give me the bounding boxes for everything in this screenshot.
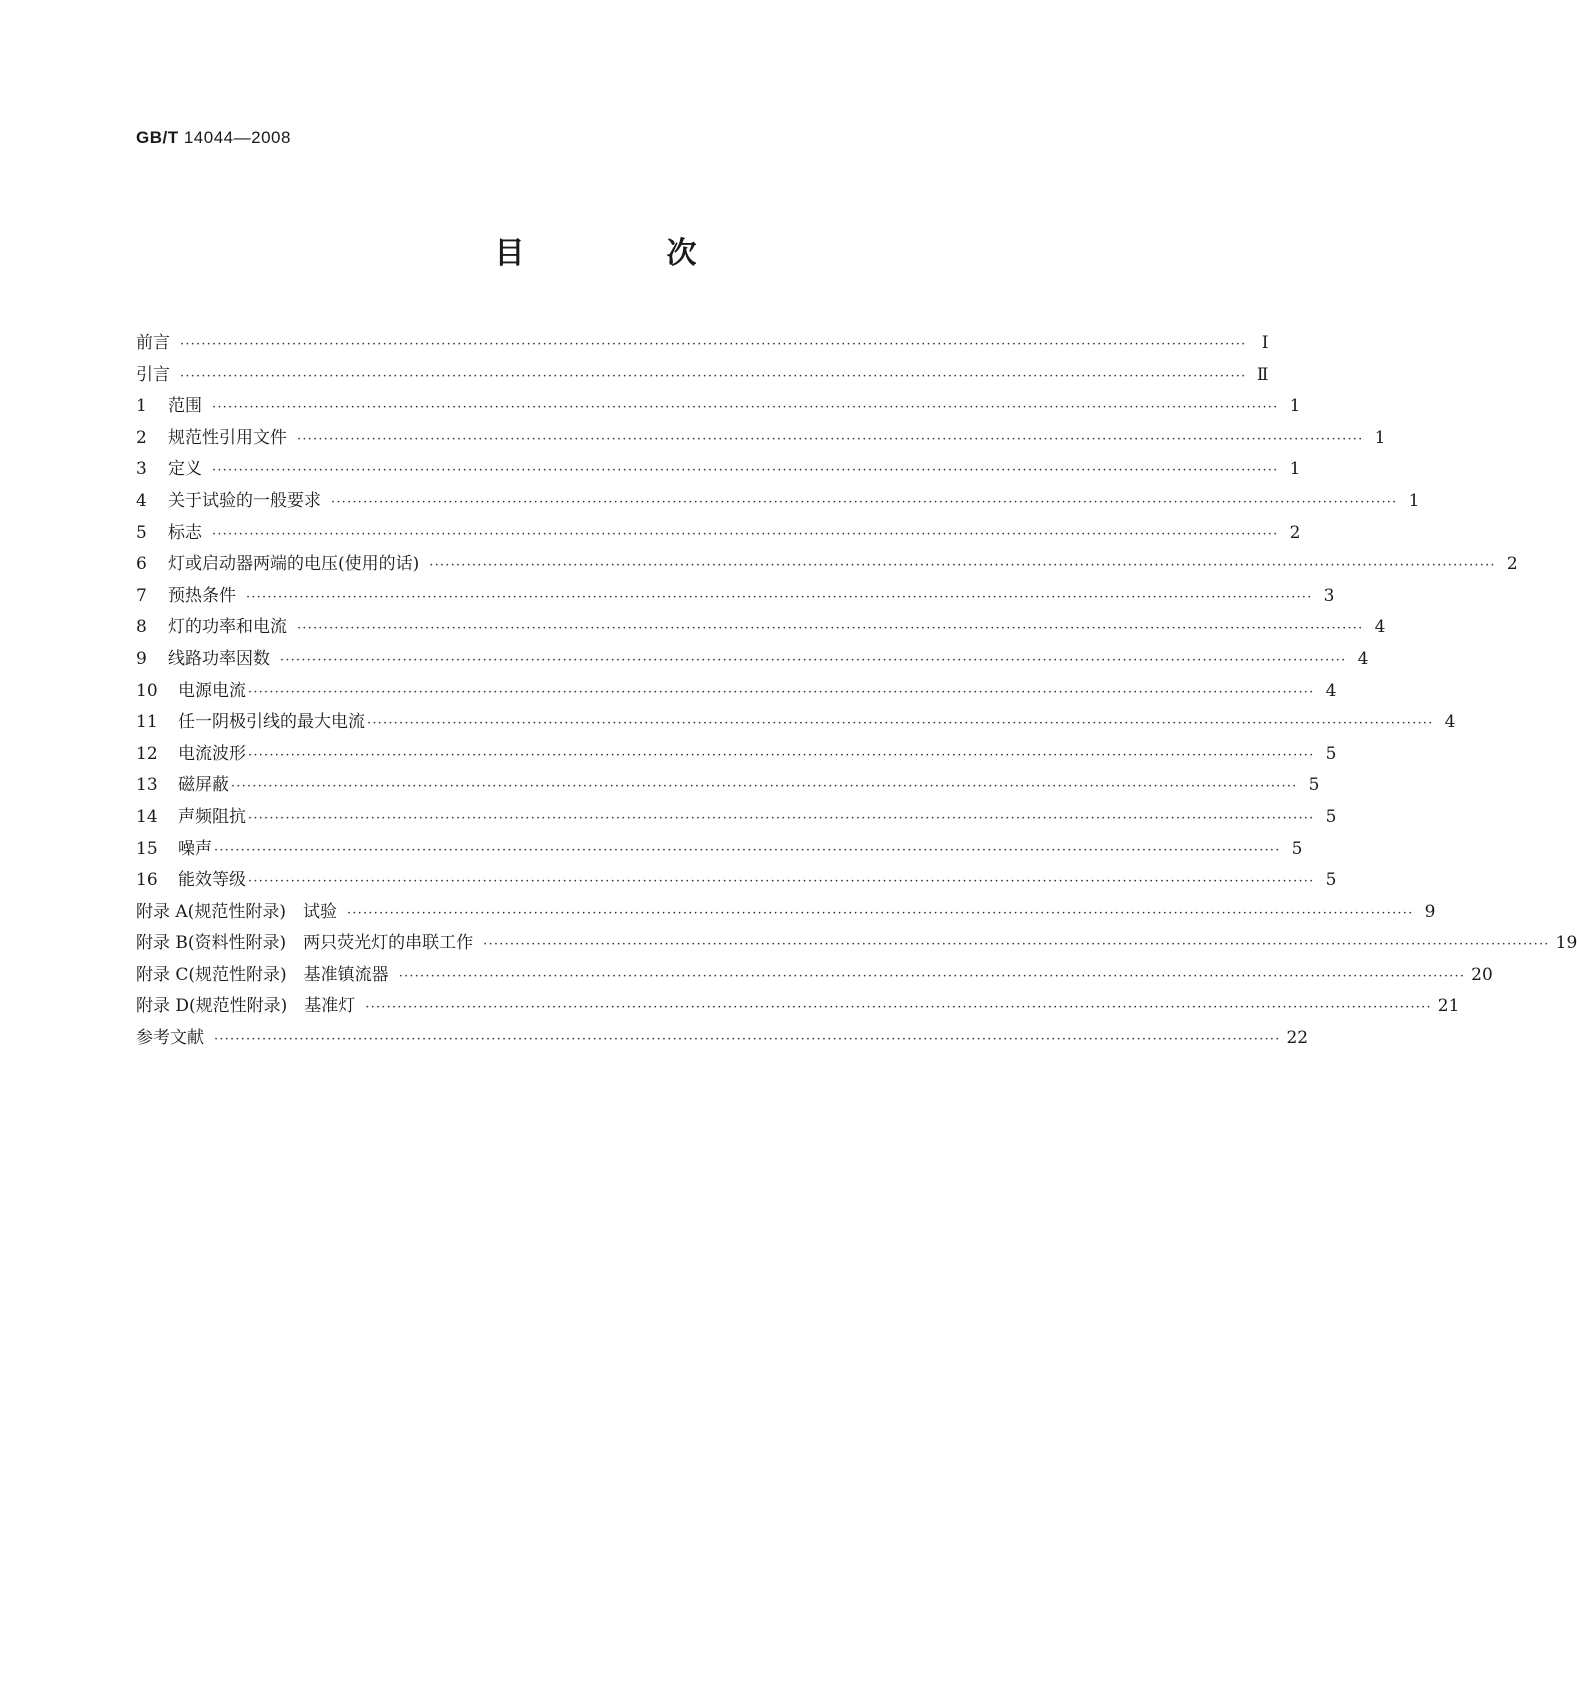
toc-leader-dots: ········································································································································································································ bbox=[331, 494, 1398, 510]
toc-entry-number: 16 bbox=[136, 870, 158, 891]
toc-entry-number: 12 bbox=[136, 743, 158, 764]
toc-entry-number: 11 bbox=[136, 712, 158, 733]
toc-entry-text: 附录 C(规范性附录) 基准镇流器 bbox=[136, 964, 389, 985]
toc-entry-text: 能效等级 bbox=[178, 870, 246, 891]
toc-entry-text: 声频阻抗 bbox=[178, 806, 246, 827]
toc-leader-dots: ········································································································································································································ bbox=[280, 652, 1347, 668]
toc-entry-number: 3 bbox=[136, 459, 147, 480]
toc-entry-label bbox=[136, 897, 337, 922]
toc-entry-label bbox=[136, 454, 202, 479]
toc-entry-label bbox=[136, 423, 287, 448]
toc-leader-dots: ········································································································································································································ bbox=[297, 431, 1364, 447]
toc-entry-number: 7 bbox=[136, 585, 147, 606]
toc-entry-text: 预热条件 bbox=[168, 585, 236, 606]
toc-entry-page: 5 bbox=[1291, 838, 1303, 859]
toc-entry-label bbox=[136, 391, 202, 416]
toc-entry-number: 6 bbox=[136, 554, 147, 575]
toc-entry-page: 2 bbox=[1506, 554, 1518, 575]
toc-leader-dots: ········································································································································································································ bbox=[367, 716, 1434, 732]
toc-leader-dots: ········································································································································································································ bbox=[248, 810, 1315, 826]
toc-entry-number: 13 bbox=[136, 775, 158, 796]
toc-leader-dots: ········································································································································································································ bbox=[429, 558, 1496, 574]
toc-leader-dots: ········································································································································································································ bbox=[248, 747, 1315, 763]
toc-entry-label bbox=[136, 486, 321, 511]
toc-leader-dots: ········································································································································································································ bbox=[212, 526, 1279, 542]
toc-leader-dots: ········································································································································································································ bbox=[214, 1032, 1281, 1048]
toc-entry-label bbox=[136, 549, 419, 574]
toc-entry-number: 1 bbox=[136, 396, 147, 417]
toc-entry[interactable] bbox=[136, 897, 1436, 929]
toc-entry-number: 8 bbox=[136, 617, 147, 638]
toc-entry-text: 线路功率因数 bbox=[168, 648, 270, 669]
toc-entry[interactable] bbox=[136, 1023, 1309, 1055]
toc-entry-label bbox=[136, 1023, 204, 1048]
toc-entry-text: 磁屏蔽 bbox=[178, 775, 229, 796]
toc-entry-text: 附录 B(资料性附录) 两只荧光灯的串联工作 bbox=[136, 933, 474, 954]
toc-entry[interactable] bbox=[136, 991, 1460, 1023]
toc-entry-label bbox=[136, 960, 389, 985]
toc-entry[interactable] bbox=[136, 360, 1269, 392]
toc-entry-page: 5 bbox=[1308, 775, 1320, 796]
toc-entry-page: 1 bbox=[1408, 490, 1420, 511]
toc-entry-number: 14 bbox=[136, 806, 158, 827]
toc-entry-text: 电源电流 bbox=[178, 680, 246, 701]
toc-entry-label bbox=[136, 518, 202, 543]
toc-entry[interactable] bbox=[136, 581, 1335, 613]
toc-entry-page: 4 bbox=[1444, 712, 1456, 733]
toc-entry[interactable] bbox=[136, 391, 1301, 423]
toc-entry-label bbox=[136, 676, 246, 701]
toc-entry-text: 引言 bbox=[136, 364, 170, 385]
toc-leader-dots: ········································································································································································································ bbox=[248, 874, 1315, 890]
toc-entry-label bbox=[136, 928, 473, 953]
toc-entry-label bbox=[136, 581, 236, 606]
toc-entry-number: 10 bbox=[136, 680, 158, 701]
toc-entry-page: Ⅰ bbox=[1261, 333, 1269, 353]
toc-entry-page: 4 bbox=[1325, 680, 1337, 701]
toc-entry-page: 4 bbox=[1357, 648, 1369, 669]
toc-entry[interactable] bbox=[136, 454, 1301, 486]
toc-leader-dots: ········································································································································································································ bbox=[180, 337, 1247, 352]
toc-entry-label bbox=[136, 707, 365, 732]
toc-entry-text: 噪声 bbox=[178, 838, 212, 859]
standard-prefix: GB/T bbox=[136, 128, 179, 147]
page-title: 目 次 bbox=[494, 236, 753, 271]
toc-leader-dots: ········································································································································································································ bbox=[214, 842, 1281, 858]
table-of-contents bbox=[136, 328, 1577, 1055]
standard-number: 14044—2008 bbox=[183, 128, 291, 147]
toc-entry-label bbox=[136, 834, 212, 859]
toc-entry-label bbox=[136, 360, 170, 385]
toc-entry[interactable] bbox=[136, 770, 1320, 802]
toc-entry-label bbox=[136, 644, 270, 669]
standard-code bbox=[136, 128, 291, 148]
toc-entry-number: 2 bbox=[136, 427, 147, 448]
toc-entry-text: 范围 bbox=[168, 396, 202, 417]
toc-entry-number: 4 bbox=[136, 490, 147, 511]
toc-entry[interactable] bbox=[136, 739, 1337, 771]
toc-entry-page: 21 bbox=[1437, 996, 1460, 1017]
toc-entry-number: 5 bbox=[136, 522, 147, 543]
toc-leader-dots: ········································································································································································································ bbox=[297, 621, 1364, 637]
toc-entry[interactable] bbox=[136, 707, 1456, 739]
toc-leader-dots: ········································································································································································································ bbox=[483, 937, 1550, 953]
toc-entry-text: 灯或启动器两端的电压(使用的话) bbox=[168, 554, 420, 575]
toc-entry-page: 20 bbox=[1471, 964, 1493, 985]
toc-entry-label bbox=[136, 612, 287, 637]
toc-entry-label bbox=[136, 739, 246, 764]
toc-entry-text: 灯的功率和电流 bbox=[168, 617, 287, 638]
toc-entry-page: 4 bbox=[1374, 617, 1386, 638]
toc-entry[interactable] bbox=[136, 960, 1493, 992]
toc-entry[interactable] bbox=[136, 423, 1386, 455]
toc-entry[interactable] bbox=[136, 486, 1420, 518]
toc-entry-text: 任一阴极引线的最大电流 bbox=[178, 712, 365, 733]
toc-entry[interactable] bbox=[136, 834, 1303, 866]
toc-entry-label bbox=[136, 770, 229, 795]
toc-entry-text: 规范性引用文件 bbox=[168, 427, 287, 448]
toc-entry-text: 电流波形 bbox=[178, 743, 246, 764]
toc-entry[interactable] bbox=[136, 328, 1269, 360]
toc-entry[interactable] bbox=[136, 549, 1518, 581]
toc-leader-dots: ········································································································································································································ bbox=[398, 968, 1466, 984]
toc-entry-text: 定义 bbox=[168, 459, 202, 480]
toc-entry-page: 22 bbox=[1286, 1028, 1309, 1049]
toc-entry-page: 2 bbox=[1289, 522, 1301, 543]
toc-entry-page: 3 bbox=[1323, 585, 1335, 606]
toc-entry[interactable] bbox=[136, 518, 1301, 550]
toc-entry-number: 15 bbox=[136, 838, 158, 859]
toc-leader-dots: ········································································································································································································ bbox=[231, 779, 1298, 795]
toc-entry-page: 9 bbox=[1424, 901, 1436, 922]
toc-leader-dots: ········································································································································································································ bbox=[212, 400, 1279, 416]
toc-leader-dots: ········································································································································································································ bbox=[248, 684, 1315, 700]
toc-entry[interactable] bbox=[136, 802, 1337, 834]
toc-entry-text: 标志 bbox=[168, 522, 202, 543]
toc-entry[interactable] bbox=[136, 644, 1369, 676]
toc-entry-text: 参考文献 bbox=[136, 1028, 204, 1049]
toc-entry-number: 9 bbox=[136, 648, 147, 669]
toc-entry-text: 前言 bbox=[136, 333, 170, 353]
toc-entry-label bbox=[136, 328, 170, 353]
toc-entry-page: 1 bbox=[1289, 396, 1301, 417]
toc-leader-dots: ········································································································································································································ bbox=[365, 1000, 1432, 1016]
toc-entry-text: 附录 D(规范性附录) 基准灯 bbox=[136, 996, 356, 1017]
toc-entry-page: 5 bbox=[1325, 870, 1337, 891]
toc-entry-text: 附录 A(规范性附录) 试验 bbox=[136, 901, 337, 922]
toc-entry-page: 19 bbox=[1555, 933, 1577, 954]
toc-entry[interactable] bbox=[136, 676, 1337, 708]
toc-entry-page: 5 bbox=[1325, 806, 1337, 827]
toc-leader-dots: ········································································································································································································ bbox=[212, 463, 1279, 479]
toc-leader-dots: ········································································································································································································ bbox=[180, 368, 1247, 384]
toc-entry-text: 关于试验的一般要求 bbox=[168, 490, 321, 511]
toc-entry-page: 1 bbox=[1289, 459, 1301, 480]
toc-entry-label bbox=[136, 865, 246, 890]
toc-entry-page: 1 bbox=[1374, 427, 1386, 448]
toc-entry-page: Ⅱ bbox=[1256, 364, 1269, 385]
toc-entry-page: 5 bbox=[1325, 743, 1337, 764]
toc-entry[interactable] bbox=[136, 865, 1337, 897]
toc-leader-dots: ········································································································································································································ bbox=[346, 905, 1414, 921]
toc-entry[interactable] bbox=[136, 928, 1577, 960]
toc-entry-label bbox=[136, 802, 246, 827]
toc-entry[interactable] bbox=[136, 612, 1386, 644]
toc-leader-dots: ········································································································································································································ bbox=[246, 589, 1313, 605]
toc-entry-label bbox=[136, 991, 355, 1016]
